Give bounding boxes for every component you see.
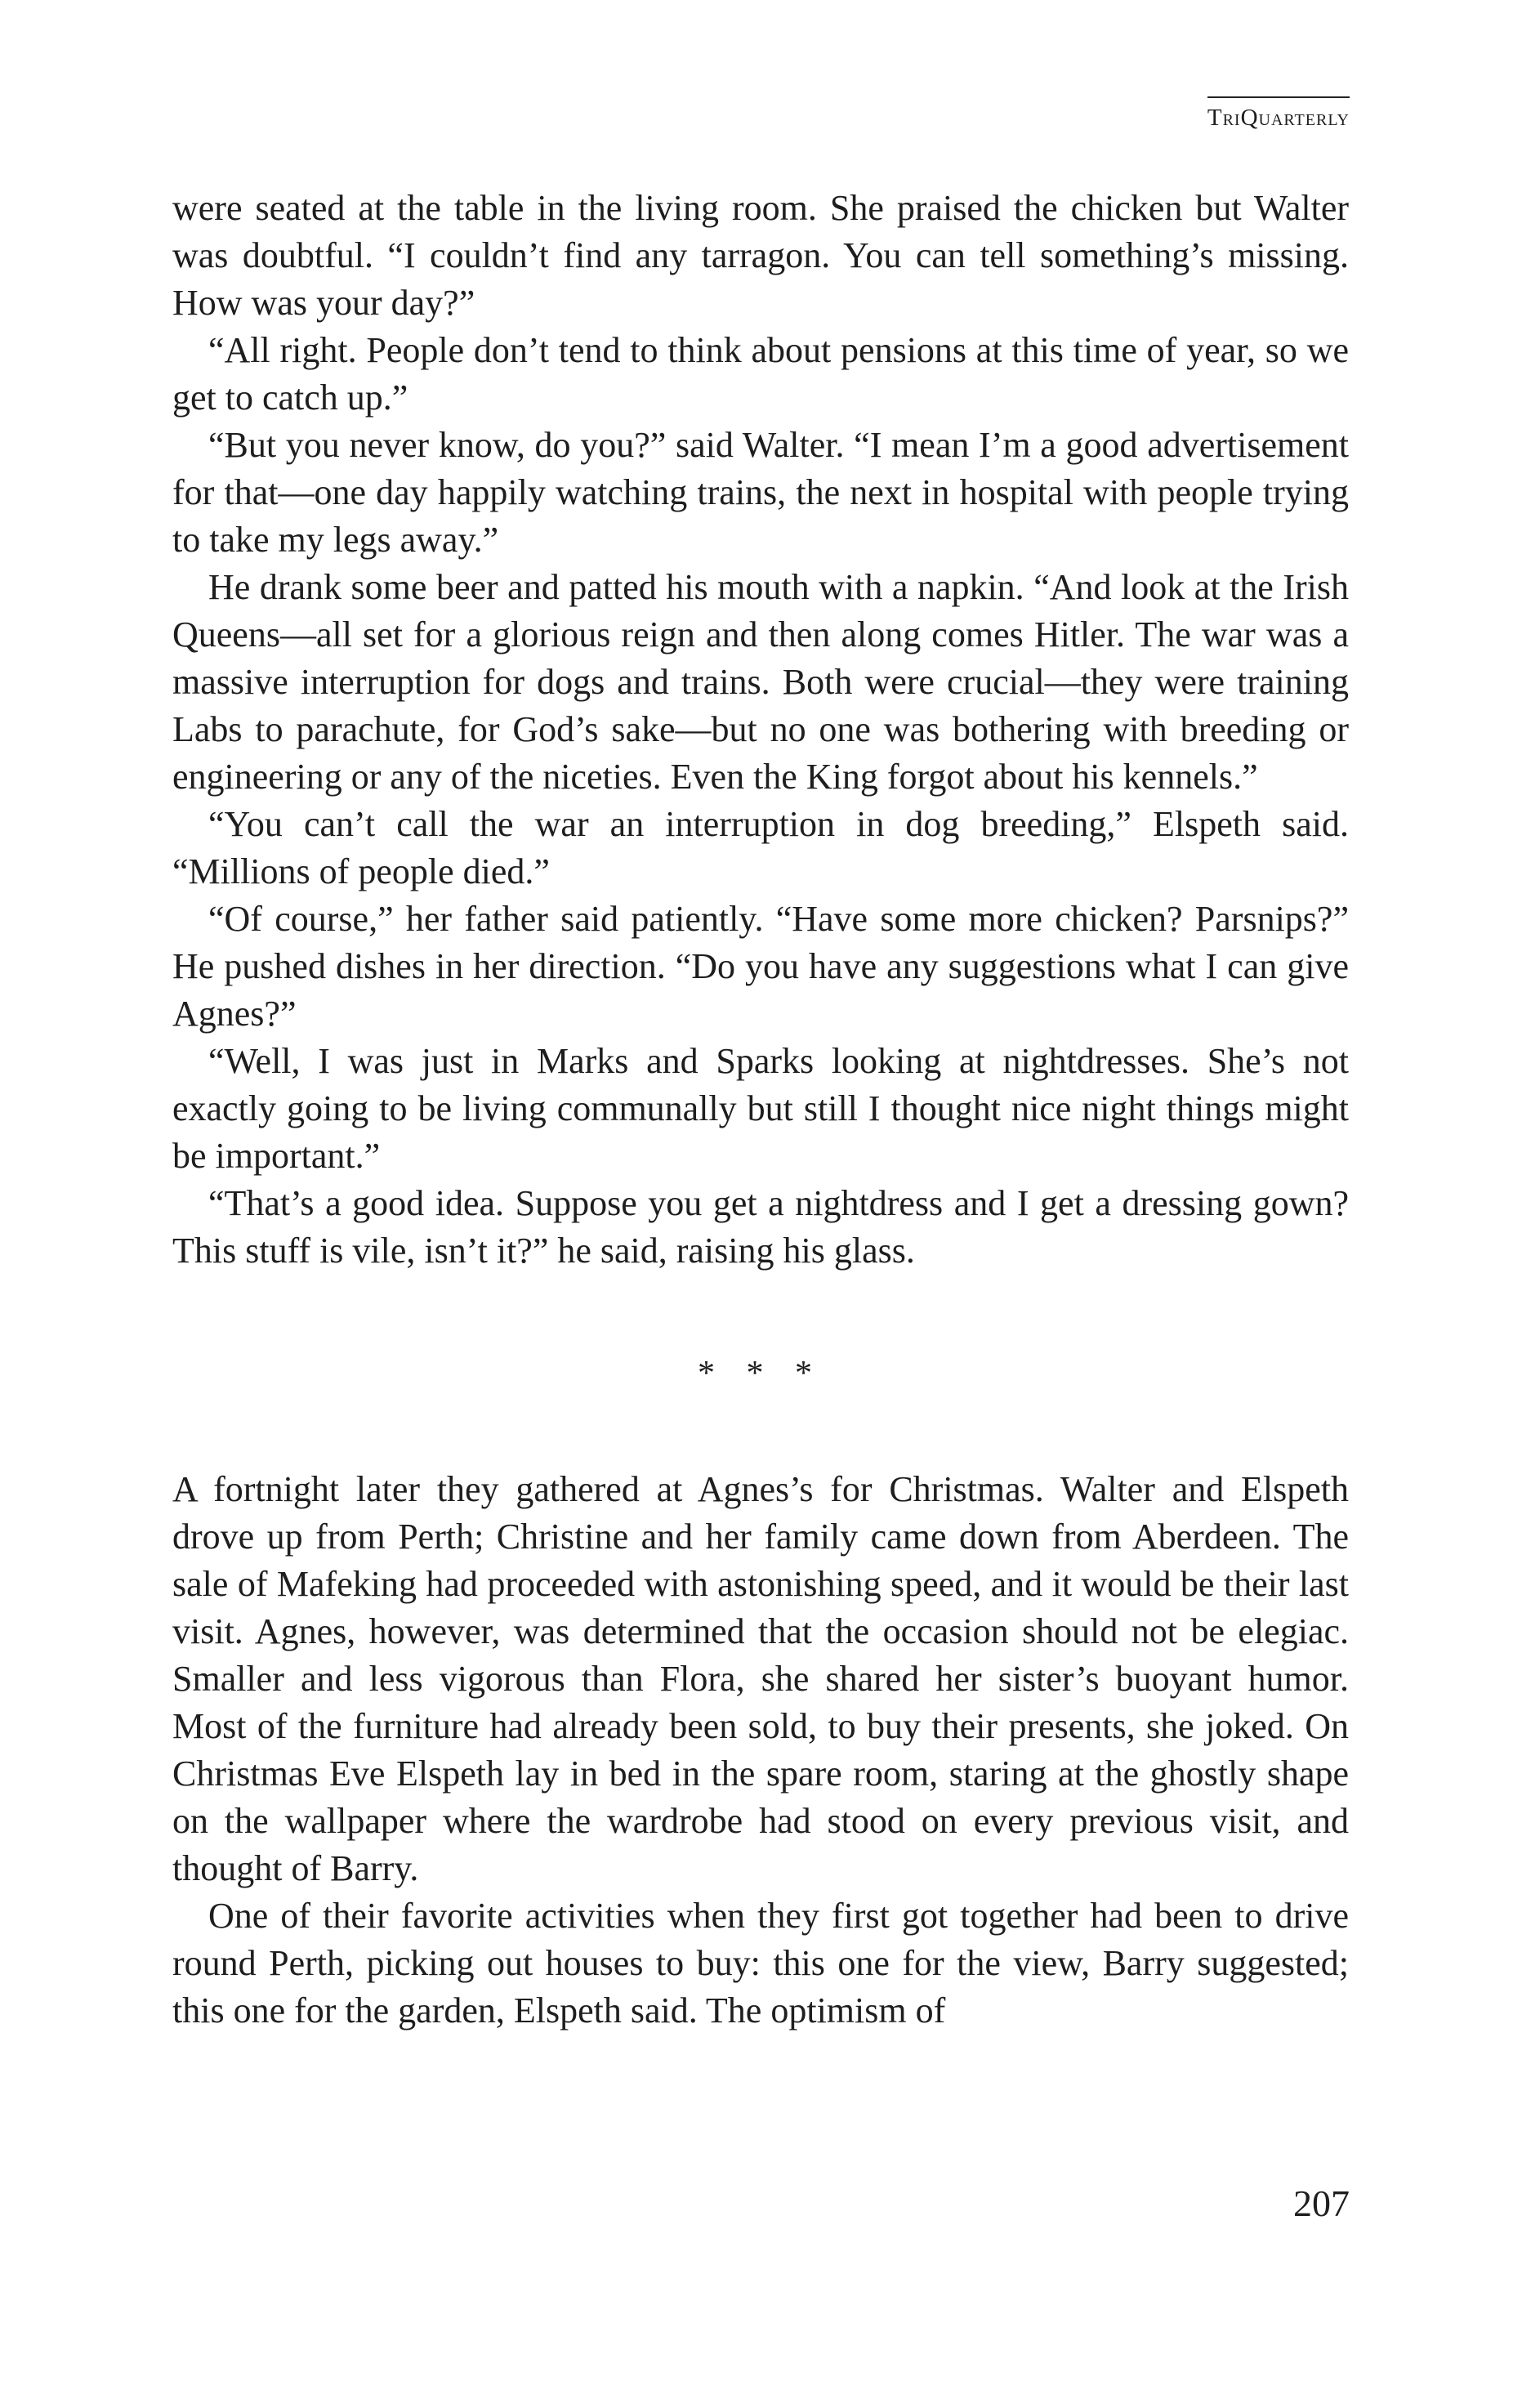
paragraph: He drank some beer and patted his mouth with a napkin. “And look at the Irish Queens—all set for a glorious reign and then along comes Hitler. The war was a massive interruption for dogs and trains. Both were crucial—they were training Labs to parachute, for God’s sake—but no one was bothering with breeding or engineering or any of the niceties. Even the King forgot about his kennels.”: [172, 567, 1349, 797]
paragraph: “All right. People don’t tend to think about pensions at this time of year, so we get to catch up.”: [172, 330, 1349, 418]
paragraph: “Well, I was just in Marks and Sparks looking at nightdresses. She’s not exactly going to be living communally but still I thought nice night things might be important.”: [172, 1041, 1349, 1176]
paragraph: “That’s a good idea. Suppose you get a nightdress and I get a dressing gown? This stuff is vile, isn’t it?” he said, raising his glass.: [172, 1183, 1349, 1271]
body-text: [172, 185, 1349, 2035]
paragraph: A fortnight later they gathered at Agnes’s for Christmas. Walter and Elspeth drove up from Perth; Christine and her family came down from Aberdeen. The sale of Mafeking had proceeded with astonishing speed, and it would be their last visit. Agnes, however, was determined that the occasion should not be elegiac. Smaller and less vigorous than Flora, she shared her sister’s buoyant humor. Most of the furniture had already been sold, to buy their presents, she joked. On Christmas Eve Elspeth lay in bed in the spare room, staring at the ghostly shape on the wallpaper where the wardrobe had stood on every previous visit, and thought of Barry.: [172, 1469, 1349, 1888]
page-number: 207: [1293, 2182, 1350, 2224]
paragraph: “Of course,” her father said patiently. “Have some more chicken? Parsnips?” He pushed dishes in her direction. “Do you have any suggestions what I can give Agnes?”: [172, 899, 1349, 1034]
section-break: * * *: [698, 1355, 823, 1392]
paragraph: were seated at the table in the living room. She praised the chicken but Walter was doubtful. “I couldn’t find any tarragon. You can tell something’s missing. How was your day?”: [172, 188, 1349, 323]
running-head: TriQuarterly: [1207, 96, 1350, 132]
paragraph: One of their favorite activities when they first got together had been to drive round Perth, picking out houses to buy: this one for the view, Barry suggested; this one for the garden, Elspeth said. The optimism of: [172, 1896, 1349, 2030]
paragraph: “You can’t call the war an interruption in dog breeding,” Elspeth said. “Millions of people died.”: [172, 804, 1349, 891]
paragraph: “But you never know, do you?” said Walter. “I mean I’m a good advertisement for that—one day happily watching trains, the next in hospital with people trying to take my legs away.”: [172, 425, 1349, 560]
